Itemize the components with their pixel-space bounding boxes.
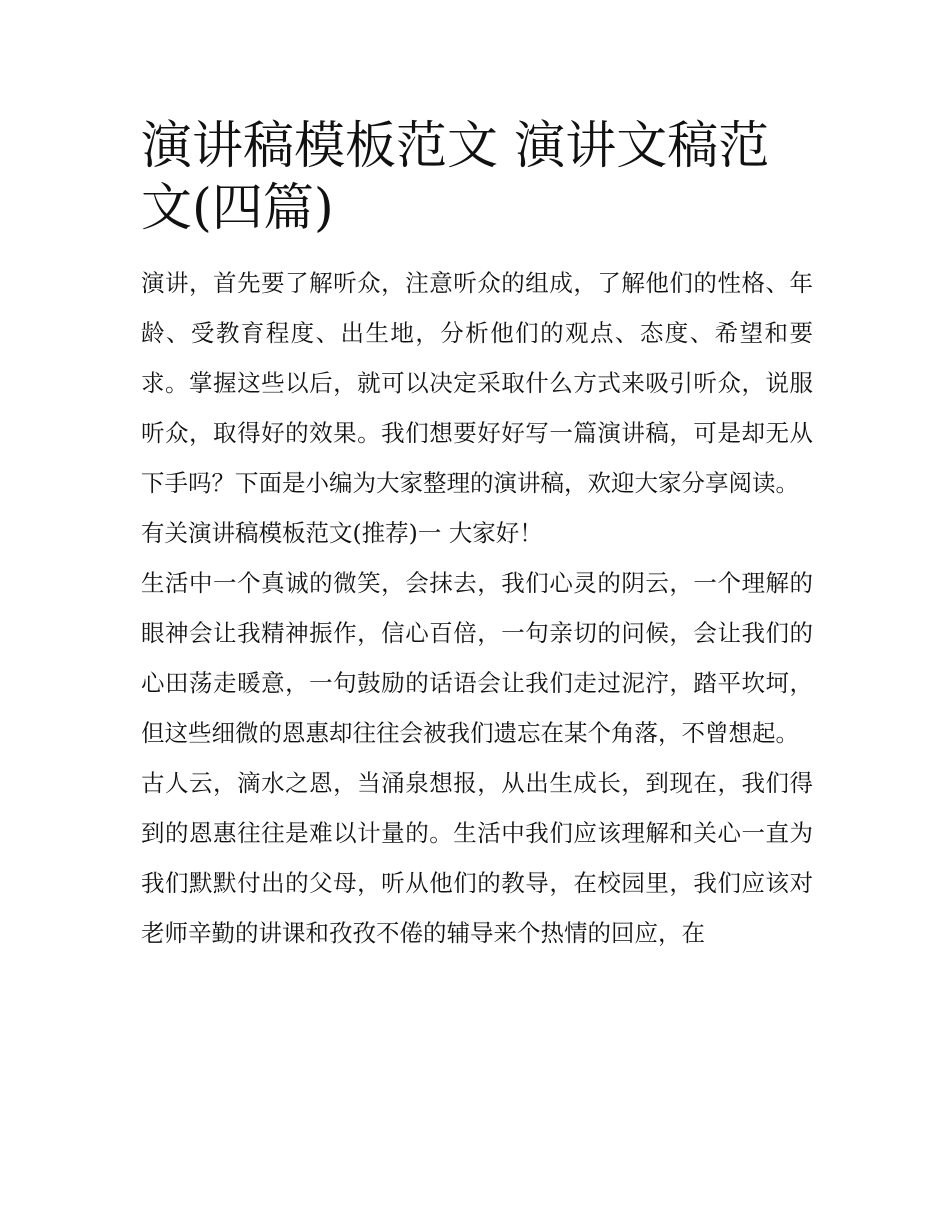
document-body <box>141 258 813 958</box>
body-paragraph: 古人云，滴水之恩，当涌泉想报，从出生成长，到现在，我们得到的恩惠往往是难以计量的。生活中我们应该理解和关心一直为我们默默付出的父母，听从他们的教导，在校园里，我们应该对老师辛勤的讲课和孜孜不倦的辅导来个热情的回应，在 <box>141 769 813 947</box>
intro-paragraph: 演讲，首先要了解听众，注意听众的组成，了解他们的性格、年龄、受教育程度、出生地，分析他们的观点、态度、希望和要求。掌握这些以后，就可以决定采取什么方式来吸引听众，说服听众，取得好的效果。我们想要好好写一篇演讲稿，可是却无从下手吗？下面是小编为大家整理的演讲稿，欢迎大家分享阅读。 <box>141 269 813 497</box>
body-paragraph: 生活中一个真诚的微笑，会抹去，我们心灵的阴云，一个理解的眼神会让我精神振作，信心百倍，一句亲切的问候，会让我们的心田荡走暖意，一句鼓励的话语会让我们走过泥泞，踏平坎坷，但这些细微的恩惠却往往会被我们遗忘在某个角落，不曾想起。 <box>141 569 813 747</box>
section-heading-paragraph: 有关演讲稿模板范文(推荐)一 大家好！ <box>141 519 543 547</box>
document-title: 演讲稿模板范文 演讲文稿范文(四篇) <box>141 117 770 238</box>
document-content <box>141 116 813 958</box>
